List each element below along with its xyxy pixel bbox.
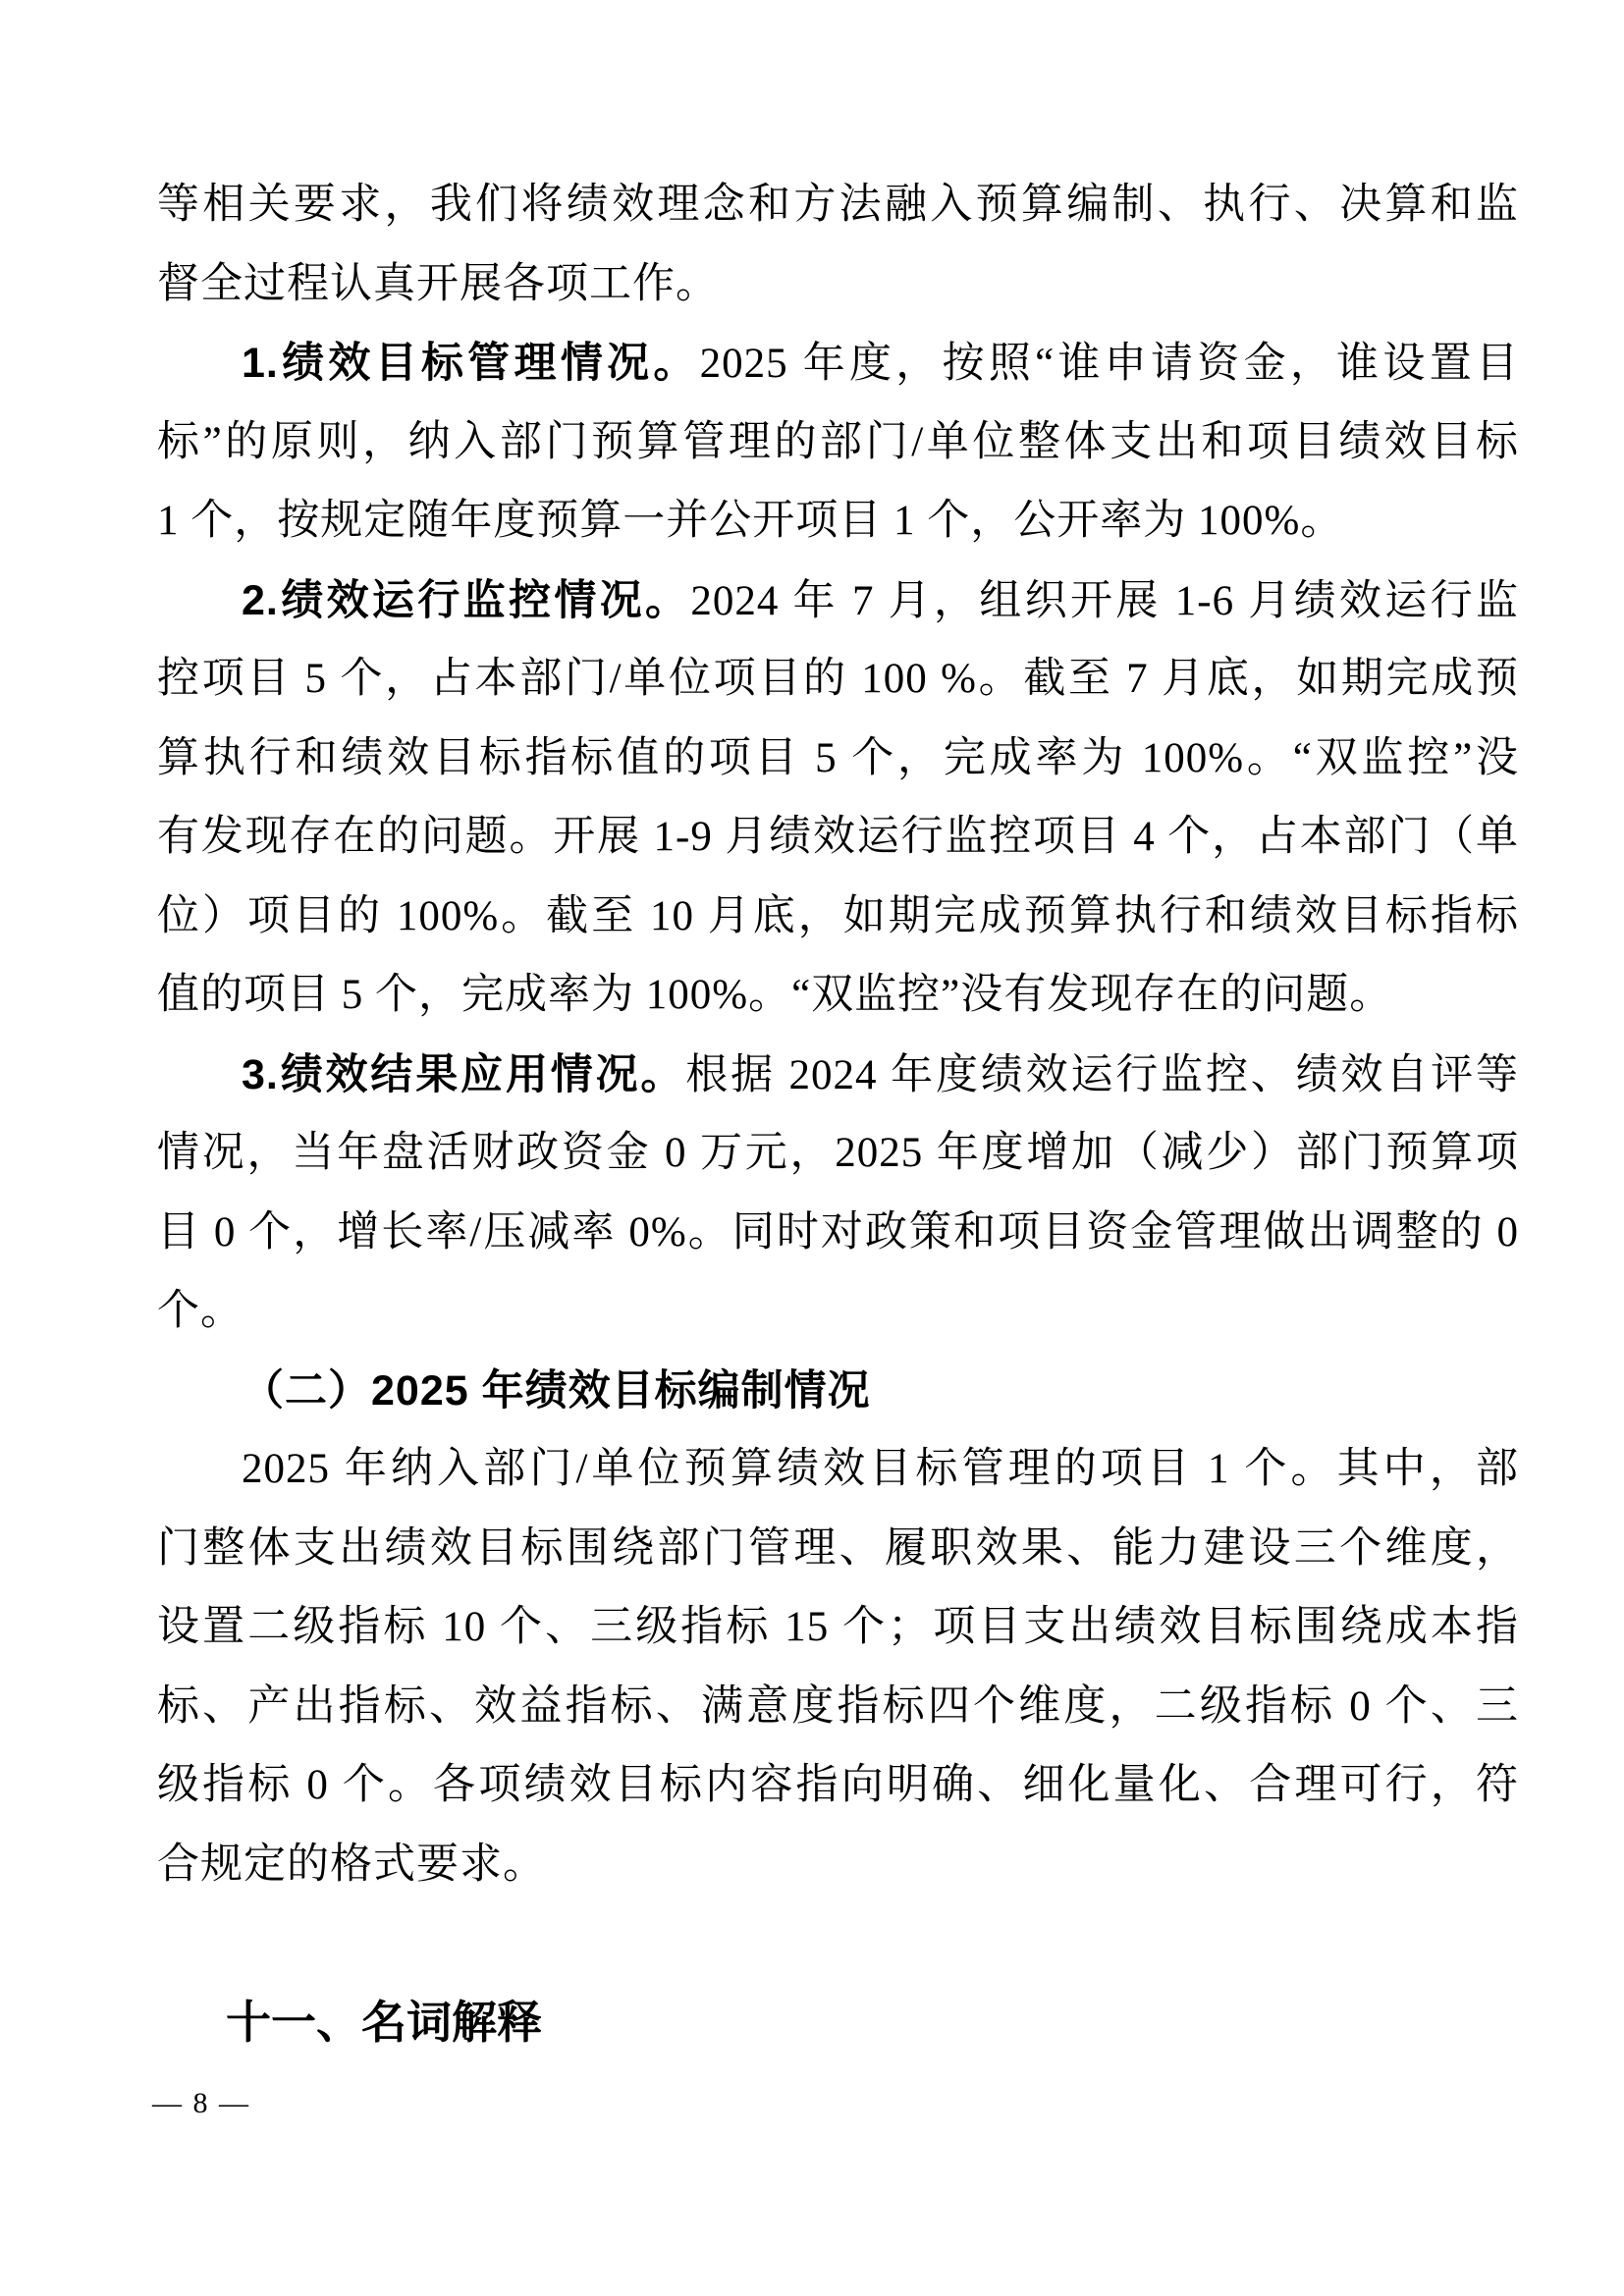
text-run: 控项目 5 个，占本部门/单位项目的 100 %。截至 7 月底，如期完成预 bbox=[157, 656, 1519, 702]
text-run: 值的项目 5 个，完成率为 100%。“双监控”没有发现存在的问题。 bbox=[157, 972, 1393, 1018]
text-run: 标”的原则，纳入部门预算管理的部门/单位整体支出和项目绩效目标 bbox=[157, 418, 1519, 465]
text-line bbox=[157, 1588, 1519, 1668]
text-line bbox=[157, 878, 1519, 957]
text-run: 级指标 0 个。各项绩效目标内容指向明确、细化量化、合理可行，符 bbox=[157, 1762, 1519, 1808]
text-run: 合规定的格式要求。 bbox=[157, 1841, 546, 1888]
text-line bbox=[157, 482, 1519, 561]
page-number: — 8 — bbox=[152, 2087, 250, 2119]
text-line bbox=[157, 324, 1519, 403]
text-line bbox=[157, 1194, 1519, 1273]
text-line bbox=[157, 798, 1519, 878]
bold-heading-run: 2.绩效运行监控情况。 bbox=[242, 576, 691, 624]
text-run: 设置二级指标 10 个、三级指标 15 个；项目支出绩效目标围绕成本指 bbox=[157, 1604, 1519, 1650]
bold-heading-run: 1.绩效目标管理情况。 bbox=[242, 340, 700, 387]
text-run: 标、产出指标、效益指标、满意度指标四个维度，二级指标 0 个、三 bbox=[157, 1682, 1519, 1730]
text-line bbox=[157, 1746, 1519, 1826]
text-run: 门整体支出绩效目标围绕部门管理、履职效果、能力建设三个维度， bbox=[157, 1524, 1519, 1572]
text-run: 等相关要求，我们将绩效理念和方法融入预算编制、执行、决算和监 bbox=[157, 182, 1519, 228]
text-run: 1 个，按规定随年度预算一并公开项目 1 个，公开率为 100%。 bbox=[157, 498, 1344, 544]
text-run: 督全过程认真开展各项工作。 bbox=[157, 260, 719, 307]
text-line bbox=[157, 720, 1519, 799]
text-line bbox=[157, 166, 1519, 245]
text-line bbox=[157, 1510, 1519, 1589]
text-run: 根据 2024 年度绩效运行监控、绩效自评等 bbox=[685, 1051, 1519, 1098]
text-line bbox=[157, 245, 1519, 325]
section-heading: 十一、名词解释 bbox=[226, 1997, 542, 2048]
text-run: 有发现存在的问题。开展 1-9 月绩效运行监控项目 4 个，占本部门（单 bbox=[157, 814, 1519, 860]
bold-heading-run: （二）2025 年绩效目标编制情况 bbox=[242, 1366, 871, 1415]
text-line bbox=[157, 1430, 1519, 1510]
text-run: 算执行和绩效目标指标值的项目 5 个，完成率为 100%。“双监控”没 bbox=[157, 734, 1519, 781]
text-line bbox=[157, 1114, 1519, 1194]
text-run: 个。 bbox=[157, 1288, 244, 1334]
text-run: 位）项目的 100%。截至 10 月底，如期完成预算执行和绩效目标指标 bbox=[157, 892, 1519, 939]
text-run: 目 0 个，增长率/压减率 0%。同时对政策和项目资金管理做出调整的 0 bbox=[157, 1208, 1519, 1255]
text-run: 2025 年度，按照“谁申请资金，谁设置目 bbox=[699, 341, 1519, 387]
text-line bbox=[157, 640, 1519, 720]
text-line bbox=[157, 1036, 1519, 1115]
text-line bbox=[157, 1668, 1519, 1747]
text-line bbox=[157, 1272, 1519, 1352]
body-text bbox=[157, 166, 1519, 1904]
text-line bbox=[157, 1352, 1519, 1431]
text-line bbox=[157, 1826, 1519, 1905]
text-run: 情况，当年盘活财政资金 0 万元，2025 年度增加（减少）部门预算项 bbox=[157, 1130, 1519, 1176]
text-line bbox=[157, 561, 1519, 641]
text-line bbox=[157, 956, 1519, 1036]
text-run: 2024 年 7 月，组织开展 1-6 月绩效运行监 bbox=[690, 577, 1519, 624]
bold-heading-run: 3.绩效结果应用情况。 bbox=[242, 1050, 686, 1098]
text-line bbox=[157, 403, 1519, 483]
text-run: 2025 年纳入部门/单位预算绩效目标管理的项目 1 个。其中，部 bbox=[242, 1446, 1519, 1492]
